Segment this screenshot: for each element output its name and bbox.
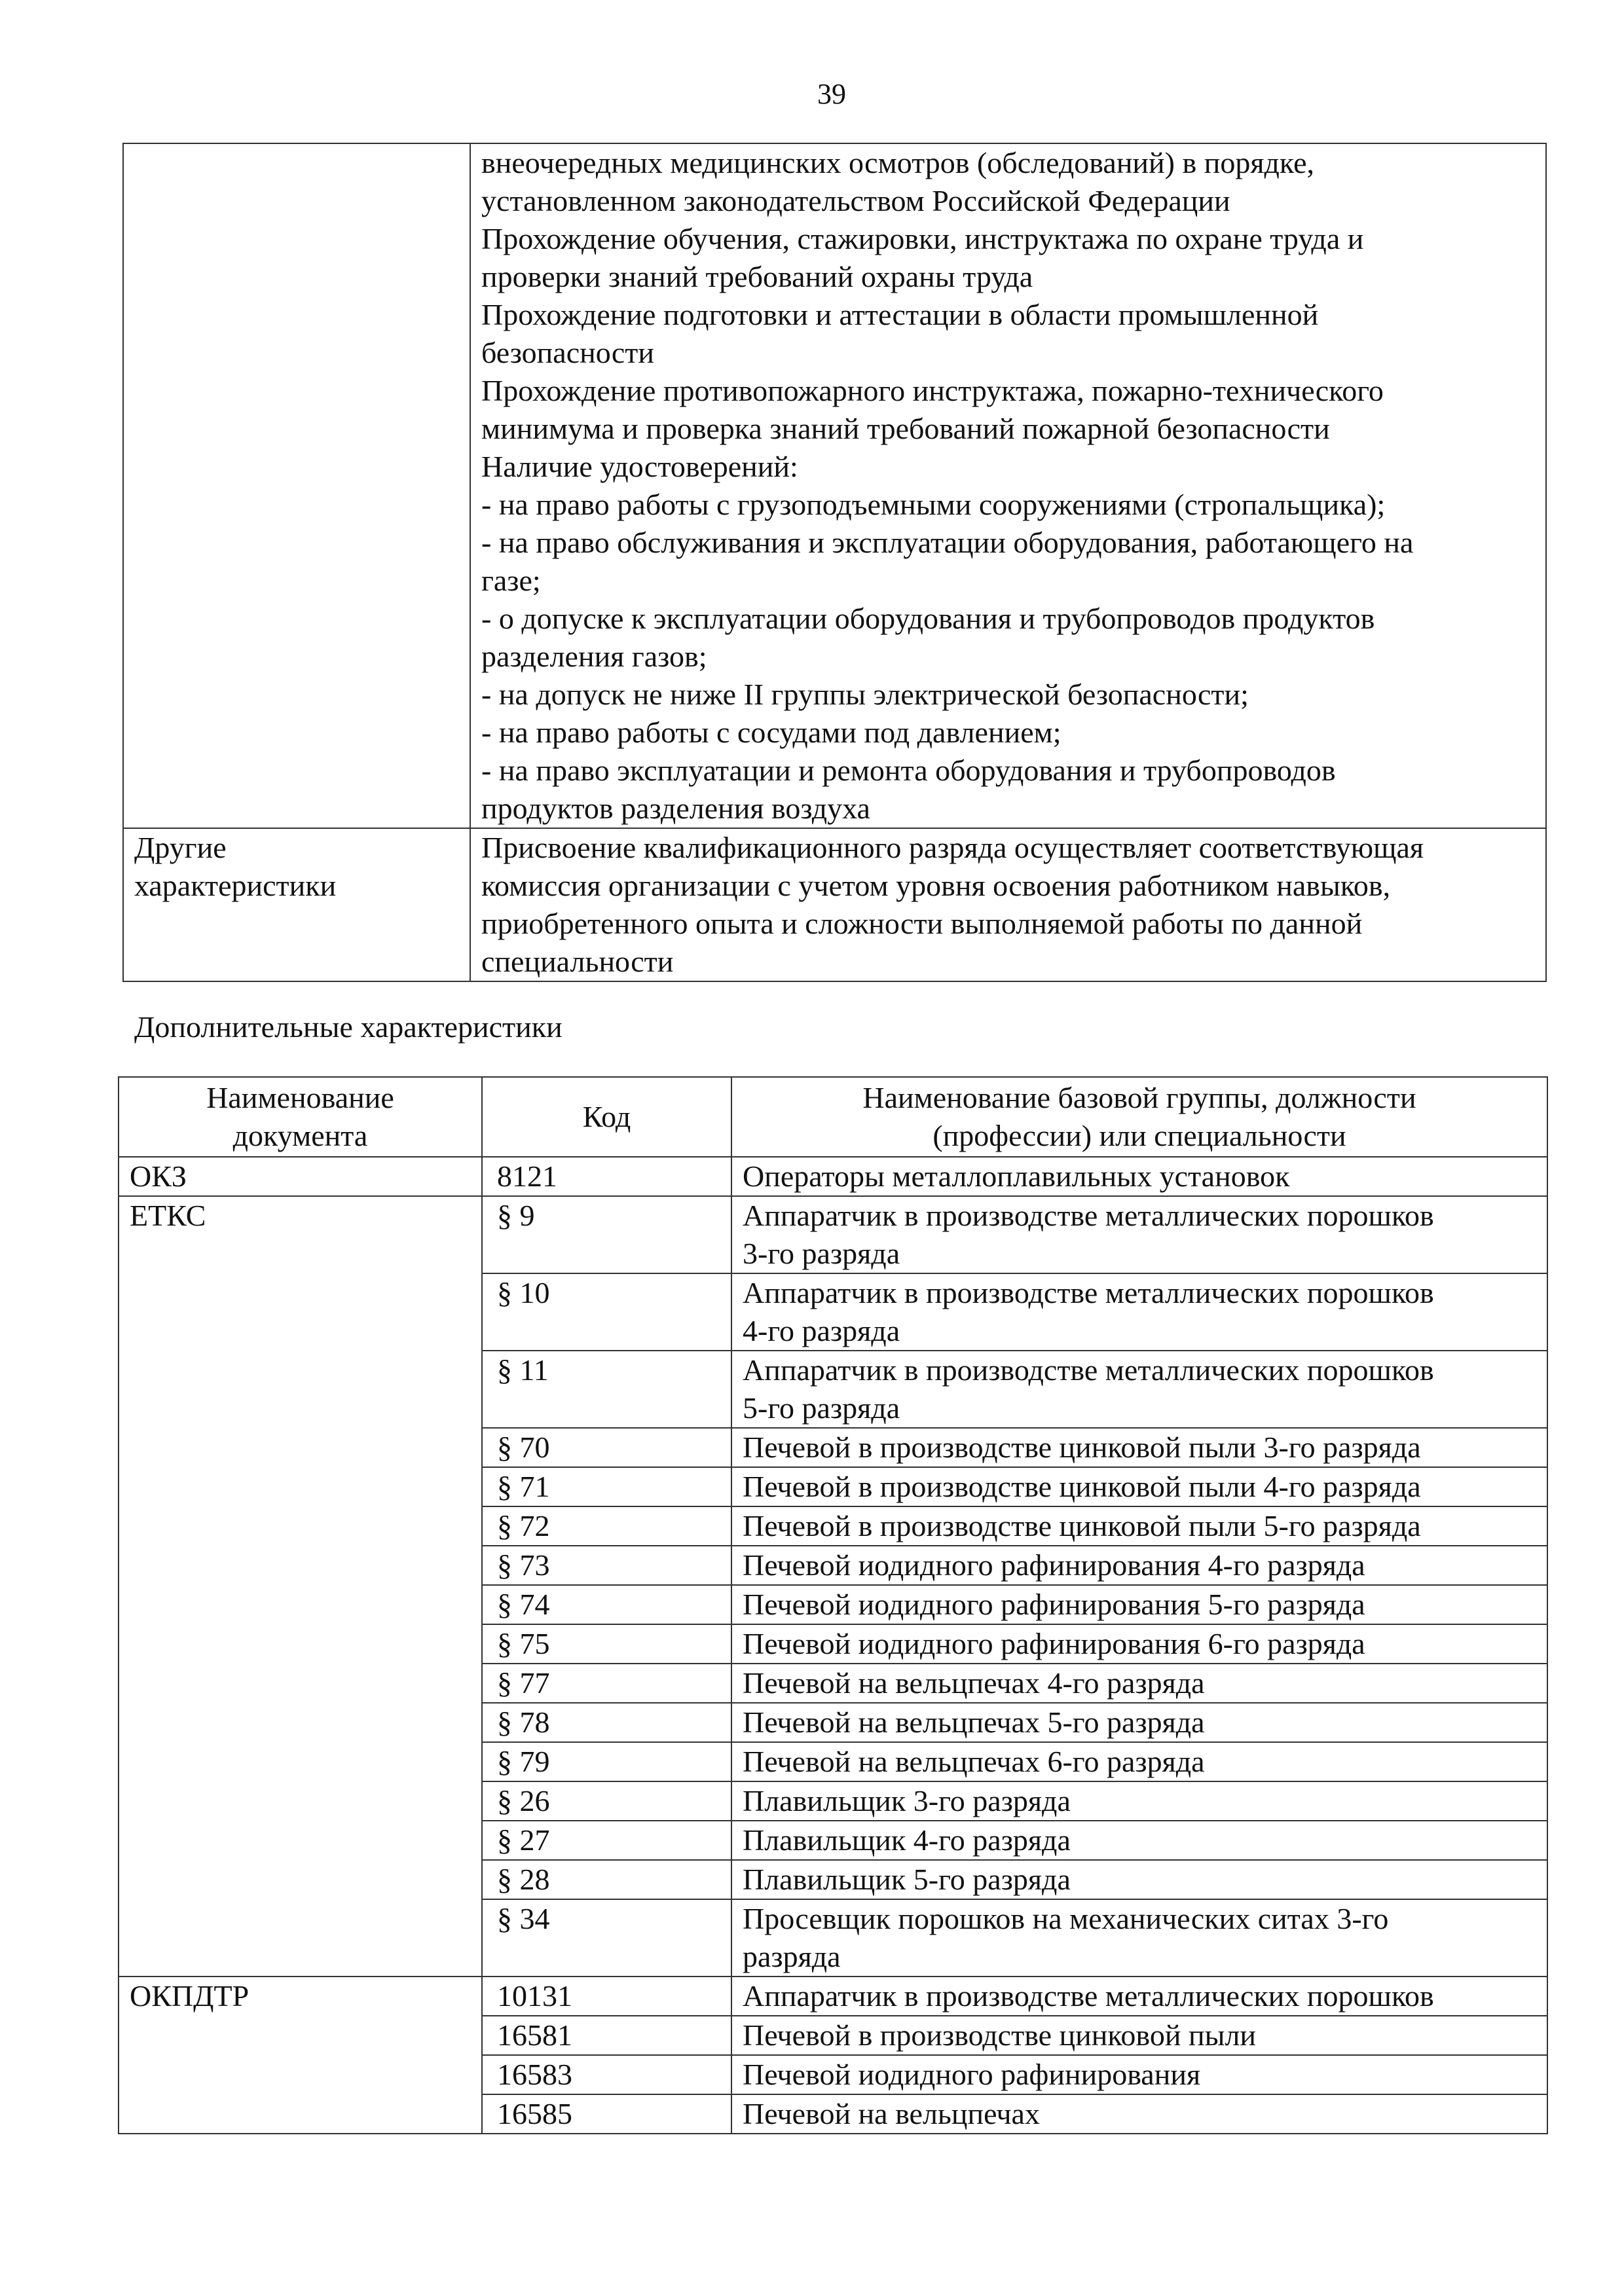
text-line: Печевой на вельцпечах 4-го разряда (743, 1666, 1205, 1700)
group-name-cell (731, 1157, 1547, 1196)
text-line: Аппаратчик в производстве металлических порошков (743, 1979, 1434, 2013)
text-line: разделения газов; (481, 640, 707, 673)
code-cell: § 34 (482, 1899, 731, 1977)
code-cell: § 70 (482, 1428, 731, 1467)
code-cell: § 28 (482, 1860, 731, 1899)
group-name-cell (731, 1624, 1547, 1664)
text-line: Плавильщик 4-го разряда (743, 1823, 1071, 1857)
text-line: Печевой иодидного рафинирования 5-го разряда (743, 1588, 1365, 1621)
text-line: Печевой в производстве цинковой пыли (743, 2018, 1257, 2052)
code-cell: § 77 (482, 1664, 731, 1703)
table-header-row (119, 1077, 1547, 1157)
table-row (119, 1196, 1547, 1273)
text-line: газе; (481, 564, 541, 597)
text-line: - на право обслуживания и эксплуатации оборудования, работающего на (481, 526, 1414, 559)
text-line: - на право работы с грузоподъемными сооружениями (стропальщика); (481, 488, 1386, 521)
group-name-cell (731, 1467, 1547, 1506)
group-name-cell (731, 1703, 1547, 1742)
text-line: установленном законодательством Российской Федерации (481, 184, 1230, 217)
text-line: Печевой в производстве цинковой пыли 3-го разряда (743, 1430, 1421, 1464)
text-line: Другие (134, 831, 227, 864)
page-number: 39 (817, 78, 846, 110)
requirements-table (122, 143, 1547, 982)
section-title: Дополнительные характеристики (134, 1010, 563, 1044)
text-line: - на право эксплуатации и ремонта оборудования и трубопроводов (481, 754, 1336, 787)
header-text-line: Наименование базовой группы, должности (862, 1081, 1416, 1114)
group-name-cell (731, 1664, 1547, 1703)
code-cell: § 27 (482, 1821, 731, 1860)
group-name-cell (731, 1821, 1547, 1860)
header-code: Код (482, 1077, 731, 1157)
text-line: Плавильщик 3-го разряда (743, 1784, 1071, 1817)
other-characteristics-text (470, 828, 1546, 981)
text-line: Наличие удостоверений: (481, 450, 798, 483)
code-cell: § 75 (482, 1624, 731, 1664)
text-line: 5-го разряда (743, 1391, 900, 1425)
code-cell: § 73 (482, 1546, 731, 1585)
code-cell: 16585 (482, 2094, 731, 2134)
text-line: Печевой иодидного рафинирования 4-го разряда (743, 1548, 1365, 1582)
text-line: проверки знаний требований охраны труда (481, 260, 1033, 293)
table-row (123, 828, 1546, 981)
text-line: разряда (743, 1940, 841, 1973)
group-name-cell (731, 1506, 1547, 1546)
text-line: Печевой на вельцпечах 6-го разряда (743, 1745, 1205, 1778)
code-cell: § 11 (482, 1351, 731, 1428)
group-name-cell (731, 1977, 1547, 2016)
text-line: Печевой на вельцпечах (743, 2097, 1040, 2130)
code-cell: § 9 (482, 1196, 731, 1273)
text-line: Плавильщик 5-го разряда (743, 1863, 1071, 1896)
header-text-line: Наименование (206, 1081, 394, 1114)
group-name-cell (731, 1546, 1547, 1585)
text-line: 3-го разряда (743, 1237, 900, 1270)
header-text-line: документа (232, 1119, 368, 1152)
text-line: Печевой в производстве цинковой пыли 4-го разряда (743, 1470, 1421, 1503)
group-name-cell (731, 1351, 1547, 1428)
text-line: Прохождение обучения, стажировки, инструктажа по охране труда и (481, 222, 1364, 255)
table-row (123, 143, 1546, 828)
group-name-cell (731, 2094, 1547, 2134)
code-cell: 10131 (482, 1977, 731, 2016)
text-line: продуктов разделения воздуха (481, 792, 870, 825)
text-line: Печевой на вельцпечах 5-го разряда (743, 1705, 1205, 1739)
text-line: Операторы металлоплавильных установок (743, 1159, 1290, 1193)
group-name-cell (731, 1742, 1547, 1781)
group-name-cell (731, 1899, 1547, 1977)
group-name-cell (731, 2055, 1547, 2094)
text-line: Аппаратчик в производстве металлических порошков (743, 1353, 1434, 1387)
header-document-name (119, 1077, 482, 1157)
text-line: специальности (481, 945, 674, 978)
text-line: приобретенного опыта и сложности выполняемой работы по данной (481, 907, 1363, 940)
code-cell: § 10 (482, 1273, 731, 1351)
other-characteristics-label (123, 828, 470, 981)
text-line: минимума и проверка знаний требований пожарной безопасности (481, 412, 1330, 445)
text-line: безопасности (481, 336, 655, 369)
document-name-cell: ОКПДТР (119, 1977, 482, 2134)
table-row (119, 1977, 1547, 2016)
group-name-cell (731, 1428, 1547, 1467)
code-cell: § 72 (482, 1506, 731, 1546)
text-line: Печевой в производстве цинковой пыли 5-го разряда (743, 1509, 1421, 1542)
requirements-text-cell (470, 143, 1546, 828)
document-name-cell: ЕТКС (119, 1196, 482, 1977)
code-cell: § 78 (482, 1703, 731, 1742)
document-name-cell: ОКЗ (119, 1157, 482, 1196)
group-name-cell (731, 1860, 1547, 1899)
text-line: - о допуске к эксплуатации оборудования и трубопроводов продуктов (481, 602, 1375, 635)
code-cell: § 74 (482, 1585, 731, 1624)
text-line: 4-го разряда (743, 1314, 900, 1347)
group-name-cell (731, 1585, 1547, 1624)
code-cell: 16581 (482, 2016, 731, 2055)
text-line: Прохождение противопожарного инструктажа, пожарно-технического (481, 374, 1384, 407)
text-line: Просевщик порошков на механических ситах 3-го (743, 1902, 1389, 1935)
text-line: Прохождение подготовки и аттестации в области промышленной (481, 298, 1319, 331)
text-line: характеристики (134, 869, 337, 902)
code-cell: 8121 (482, 1157, 731, 1196)
text-line: Аппаратчик в производстве металлических порошков (743, 1199, 1434, 1232)
code-cell: § 26 (482, 1781, 731, 1821)
header-text-line: (профессии) или специальности (932, 1119, 1346, 1152)
group-name-cell (731, 1196, 1547, 1273)
code-cell: 16583 (482, 2055, 731, 2094)
code-cell: § 79 (482, 1742, 731, 1781)
header-group-name (731, 1077, 1547, 1157)
group-name-cell (731, 1781, 1547, 1821)
group-name-cell (731, 2016, 1547, 2055)
text-line: Присвоение квалификационного разряда осуществляет соответствующая (481, 831, 1424, 864)
code-cell: § 71 (482, 1467, 731, 1506)
text-line: - на допуск не ниже II группы электрической безопасности; (481, 678, 1249, 711)
additional-characteristics-table (118, 1076, 1548, 2134)
text-line: Печевой иодидного рафинирования 6-го разряда (743, 1627, 1365, 1660)
text-line: Аппаратчик в производстве металлических порошков (743, 1276, 1434, 1309)
empty-label-cell (123, 143, 470, 828)
group-name-cell (731, 1273, 1547, 1351)
text-line: Печевой иодидного рафинирования (743, 2058, 1201, 2091)
table-row (119, 1157, 1547, 1196)
text-line: - на право работы с сосудами под давлением; (481, 716, 1061, 749)
text-line: комиссия организации с учетом уровня освоения работником навыков, (481, 869, 1391, 902)
text-line: внеочередных медицинских осмотров (обследований) в порядке, (481, 146, 1315, 179)
